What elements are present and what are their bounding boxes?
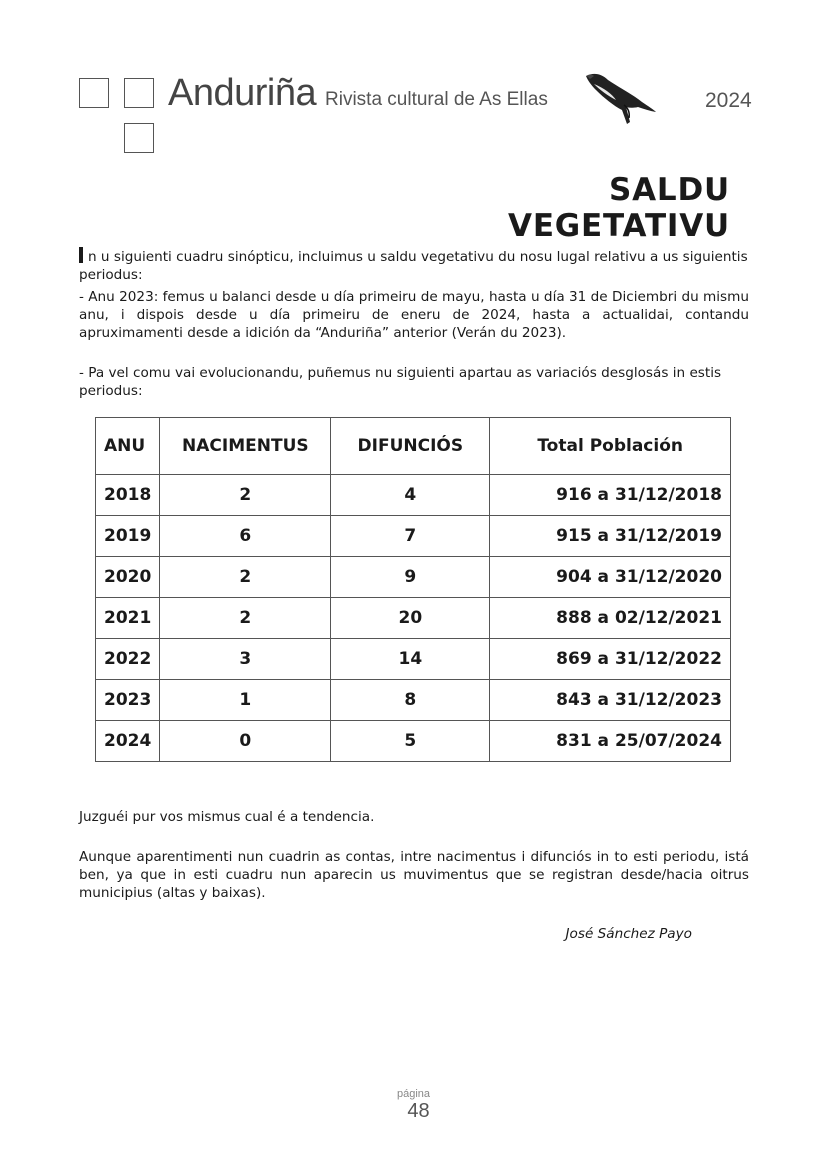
magazine-year: 2024: [705, 89, 752, 112]
cell-difuncios: 5: [331, 721, 490, 762]
cell-total: 888 a 02/12/2021: [490, 598, 731, 639]
cell-anu: 2018: [96, 475, 160, 516]
drop-cap-mark: [79, 247, 83, 263]
table-row: [96, 516, 731, 557]
table-header-row: [96, 418, 731, 475]
intro-paragraph: [79, 247, 749, 284]
header-total: Total Población: [490, 418, 731, 475]
page-number: 48: [407, 1100, 430, 1122]
cell-difuncios: 14: [331, 639, 490, 680]
cell-anu: 2024: [96, 721, 160, 762]
period-note-paragraph: - Anu 2023: femus u balanci desde u día primeiru de mayu, hasta u día 31 de Diciembri du mismu anu, i dispois desde u día primeiru de eneru de 2024, hasta a actualidai, contandu apruximamenti desde a idición da “Anduriña” anterior (Verán du 2023).: [79, 289, 749, 341]
table-row: [96, 721, 731, 762]
note-paragraph: Aunque aparentimenti nun cuadrin as contas, intre nacimentus i difunciós in to esti periodu, istá ben, ya que in esti cuadru nun aparecin us muvimentus que se registran desde/hacia oitrus municipius (altas y baixas).: [79, 849, 749, 901]
magazine-subtitle: Rivista cultural de As Ellas: [325, 89, 548, 110]
cell-nacimentus: 3: [160, 639, 331, 680]
cell-anu: 2021: [96, 598, 160, 639]
cell-nacimentus: 6: [160, 516, 331, 557]
header-anu: ANU: [96, 418, 160, 475]
cell-difuncios: 8: [331, 680, 490, 721]
article-title: SALDU VEGETATIVU: [508, 172, 730, 244]
decorative-square: [79, 78, 109, 108]
cell-difuncios: 7: [331, 516, 490, 557]
cell-total: 904 a 31/12/2020: [490, 557, 731, 598]
magazine-name: Anduriña: [168, 72, 317, 114]
table-row: [96, 475, 731, 516]
header-nacimentus: NACIMENTUS: [160, 418, 331, 475]
table-intro-paragraph: - Pa vel comu vai evolucionandu, puñemus nu siguienti apartau as variaciós desglosás in estis periodus:: [79, 365, 722, 399]
cell-difuncios: 9: [331, 557, 490, 598]
cell-anu: 2022: [96, 639, 160, 680]
header-difuncios: DIFUNCIÓS: [331, 418, 490, 475]
cell-nacimentus: 1: [160, 680, 331, 721]
table-row: [96, 680, 731, 721]
cell-total: 831 a 25/07/2024: [490, 721, 731, 762]
author-signature: José Sánchez Payo: [565, 926, 692, 942]
table-row: [96, 639, 731, 680]
conclusion-paragraph: Juzguéi pur vos mismus cual é a tendencia.: [79, 809, 375, 825]
cell-nacimentus: 0: [160, 721, 331, 762]
cell-total: 916 a 31/12/2018: [490, 475, 731, 516]
decorative-square: [124, 123, 154, 153]
cell-anu: 2023: [96, 680, 160, 721]
cell-total: 843 a 31/12/2023: [490, 680, 731, 721]
cell-difuncios: 4: [331, 475, 490, 516]
cell-nacimentus: 2: [160, 598, 331, 639]
table-row: [96, 557, 731, 598]
cell-nacimentus: 2: [160, 557, 331, 598]
cell-anu: 2020: [96, 557, 160, 598]
intro-text: n u siguienti cuadru sinópticu, incluimus u saldu vegetativu du nosu lugal relativu a us siguientis periodus:: [79, 249, 748, 283]
cell-total: 869 a 31/12/2022: [490, 639, 731, 680]
vital-statistics-table: [95, 417, 731, 762]
cell-nacimentus: 2: [160, 475, 331, 516]
swallow-bird-icon: [580, 66, 658, 136]
decorative-square: [124, 78, 154, 108]
page-label: página: [396, 1088, 431, 1100]
cell-total: 915 a 31/12/2019: [490, 516, 731, 557]
table-row: [96, 598, 731, 639]
cell-anu: 2019: [96, 516, 160, 557]
cell-difuncios: 20: [331, 598, 490, 639]
